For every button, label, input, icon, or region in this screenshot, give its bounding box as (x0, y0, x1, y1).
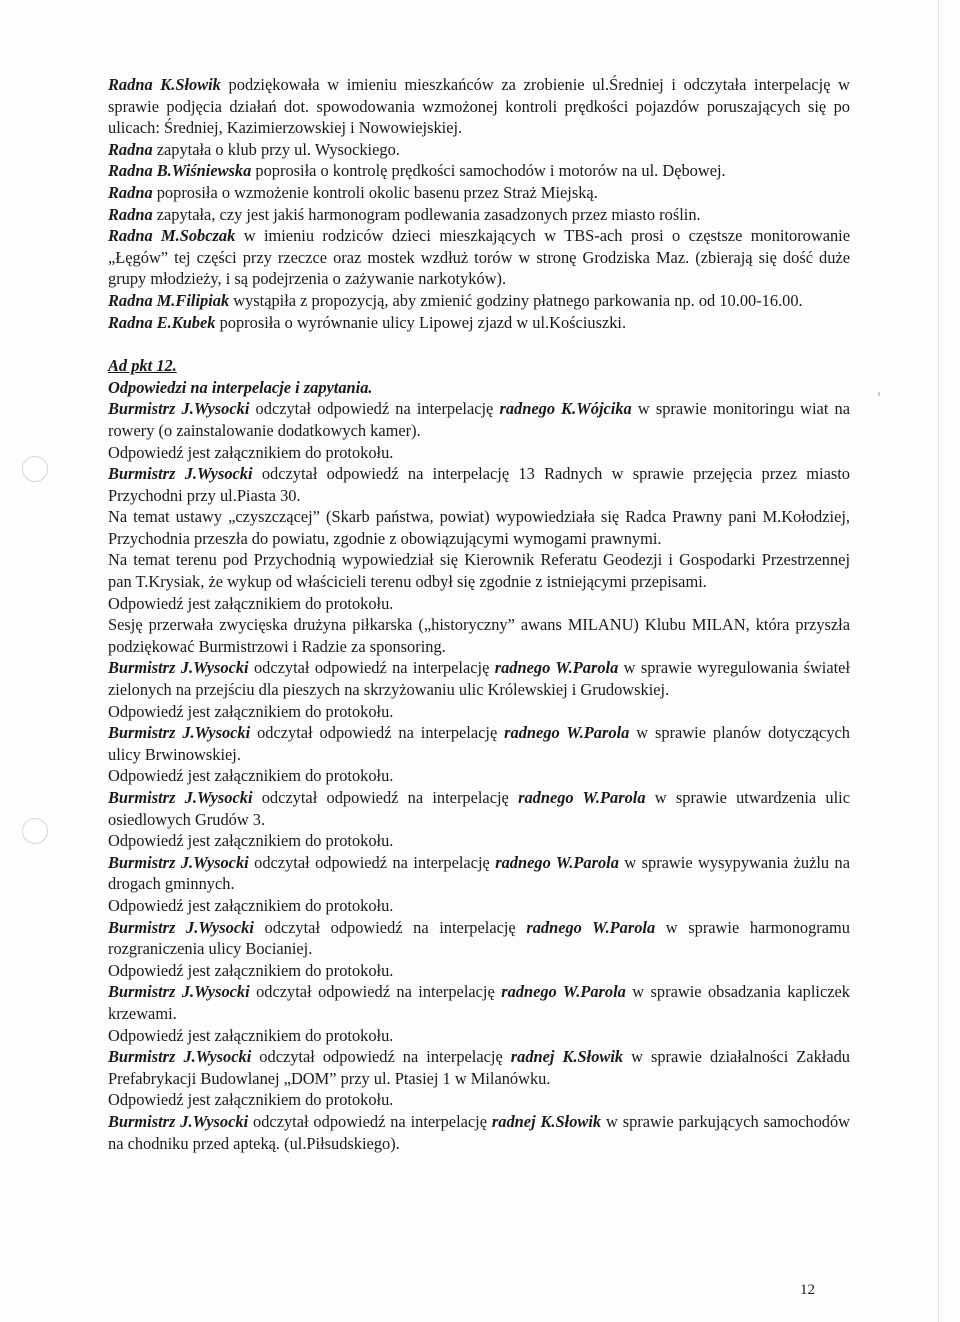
speaker-name: Radna K.Słowik (108, 75, 221, 94)
scan-edge-line (938, 0, 939, 1322)
paragraph-text: w imieniu rodziców dzieci mieszkających w TBS-ach prosi o częstsze monitorowanie „Łęgów” tej części przy rzeczce oraz mostek wzdłuż torów w stronę Grodziska Maz. (zbierają się dość duże grupy młodzieży, i są podejrzenia o zażywanie narkotyków). (108, 226, 850, 289)
speaker-name: Burmistrz J.Wysocki (108, 658, 249, 678)
paragraph-text: podziękowała w imieniu mieszkańców za zrobienie ul.Średniej i odczytała interpelację w sprawie podjęcia działań dot. spowodowania wzmożonej kontroli prędkości pojazdów poruszających się po ulicach: Średniej, Kazimierzowskiej i Nowowiejskiej. (108, 75, 850, 138)
speaker-name: Burmistrz J.Wysocki (108, 1047, 252, 1067)
section-subtitle: Odpowiedzi na interpelacje i zapytania. (108, 377, 373, 397)
answer-verb: odczytał odpowiedź na interpelację (249, 399, 500, 419)
speaker-name: Burmistrz J.Wysocki (108, 982, 250, 1002)
punch-hole-top (22, 456, 48, 482)
attachment-note: Odpowiedź jest załącznikiem do protokołu. (108, 1025, 394, 1045)
speaker-name: Burmistrz J.Wysocki (108, 788, 253, 807)
speaker-name: Radna E.Kubek (108, 312, 216, 332)
councillor-name: radnego K.Wójcika (499, 399, 632, 419)
speaker-name: Burmistrz J.Wysocki (108, 917, 254, 937)
paragraph (108, 139, 850, 161)
answer-paragraph (108, 917, 850, 960)
speaker-name: Burmistrz J.Wysocki (108, 399, 250, 419)
councillor-name: radnego W.Parola (494, 658, 619, 678)
answer-text: w sprawie obsadzania kapliczek krzewami. (108, 982, 850, 1023)
answer-text: w sprawie wysypywania żużlu na drogach gminnych. (108, 852, 851, 894)
answer-text: w sprawie działalności Zakładu Prefabrykacji Budowlanej „DOM” przy ul. Ptasiej 1 w Milanówku. (108, 1047, 850, 1088)
section-gap (108, 333, 850, 355)
paragraph-text: zapytała o klub przy ul. Wysockiego. (152, 139, 400, 159)
answer-text: w sprawie parkujących samochodów na chodniku przed apteką. (ul.Piłsudskiego). (108, 1111, 851, 1153)
paragraph-text: wystąpiła z propozycją, aby zmienić godziny płatnego parkowania np. od 10.00-16.00. (229, 290, 803, 310)
speaker-name: Radna (108, 182, 153, 202)
speaker-name: Burmistrz J.Wysocki (108, 723, 251, 743)
paragraph (108, 312, 850, 334)
answer-text: w sprawie planów dotyczących ulicy Brwinowskiej. (108, 723, 850, 764)
paragraph-text: poprosiła o wzmożenie kontroli okolic basenu przez Straż Miejską. (152, 182, 598, 202)
paragraph: Na temat ustawy „czyszczącej” (Skarb państwa, powiat) wypowiedziała się Radca Prawny pani M.Kołodziej, Przychodnia przeszła do powiatu, zgodnie z obowiązującymi wymogami prawnymi. (108, 507, 850, 548)
councillor-name: radnego W.Parola (495, 852, 619, 872)
councillor-name: radnej K.Słowik (491, 1111, 602, 1131)
answer-verb: odczytał odpowiedź na interpelację (249, 982, 502, 1002)
attachment-note: Odpowiedź jest załącznikiem do protokołu. (108, 1090, 394, 1110)
paragraph (108, 290, 850, 312)
paragraph (108, 225, 850, 290)
councillor-name: radnej K.Słowik (510, 1047, 624, 1067)
councillor-name: radnego W.Parola (518, 788, 646, 807)
page-number: 12 (800, 1282, 815, 1298)
attachment-note: Odpowiedź jest załącznikiem do protokołu. (108, 895, 394, 915)
answer-text: w sprawie wyregulowania świateł zielonych na przejściu dla pieszych na skrzyżowaniu ulic Królewskiej i Grudowskiej. (108, 658, 850, 700)
answer-paragraph (108, 657, 850, 700)
scan-speck (878, 392, 880, 396)
answer-paragraph (108, 981, 850, 1024)
answer-text: w sprawie harmonogramu rozgraniczenia ulicy Bocianiej. (108, 917, 850, 959)
attachment-note: Odpowiedź jest załącznikiem do protokołu. (108, 701, 394, 721)
paragraph (108, 160, 850, 182)
attachment-note: Odpowiedź jest załącznikiem do protokołu. (108, 442, 394, 462)
attachment-note: Odpowiedź jest załącznikiem do protokołu. (108, 960, 394, 980)
answer-verb: odczytał odpowiedź na interpelację (252, 788, 519, 807)
attachment-note: Odpowiedź jest załącznikiem do protokołu. (108, 766, 394, 786)
answer-verb: odczytał odpowiedź na interpelację (251, 1047, 511, 1067)
councillor-name: radnego W.Parola (501, 982, 626, 1002)
answer-verb: odczytał odpowiedź na interpelację (250, 723, 505, 743)
speaker-name: Radna (108, 204, 153, 224)
answer-verb: odczytał odpowiedź na interpelację (248, 852, 496, 872)
answer-paragraph (108, 722, 850, 765)
answer-verb: odczytał odpowiedź na interpelację (248, 658, 495, 678)
answer-paragraph (108, 398, 850, 441)
answer-paragraph (108, 1046, 850, 1089)
paragraph: Na temat terenu pod Przychodnią wypowiedział się Kierownik Referatu Geodezji i Gospodarki Przestrzennej pan T.Krysiak, że wykup od właścicieli terenu odbył się zgodnie z istniejącymi przepisami. (108, 550, 850, 592)
speaker-name: Burmistrz J.Wysocki (108, 464, 253, 484)
speaker-name: Radna M.Sobczak (108, 226, 236, 246)
punch-hole-bottom (22, 818, 48, 844)
paragraph: Sesję przerwała zwycięska drużyna piłkarska („historyczny” awans MILANU) Klubu MILAN, która przyszła podziękować Burmistrzowi i Radzie za sponsoring. (108, 615, 850, 656)
attachment-note: Odpowiedź jest załącznikiem do protokołu. (108, 831, 394, 851)
speaker-name: Radna M.Filipiak (108, 290, 230, 310)
answer-paragraph (108, 787, 850, 830)
answer-verb: odczytał odpowiedź na interpelację (248, 1111, 492, 1131)
answer-paragraph (108, 463, 850, 506)
answer-paragraph (108, 852, 850, 895)
speaker-name: Radna B.Wiśniewska (108, 161, 252, 181)
paragraph-text: poprosiła o kontrolę prędkości samochodów i motorów na ul. Dębowej. (251, 161, 726, 181)
paragraph (108, 74, 850, 139)
speaker-name: Burmistrz J.Wysocki (108, 852, 249, 872)
speaker-name: Radna (108, 139, 153, 159)
answer-paragraph (108, 1111, 850, 1154)
section-title: Ad pkt 12. (108, 356, 177, 376)
paragraph (108, 182, 850, 204)
answer-verb: odczytał odpowiedź na interpelację (253, 917, 527, 937)
paragraph-text: poprosiła o wyrównanie ulicy Lipowej zjazd w ul.Kościuszki. (215, 312, 627, 332)
answer-text: w sprawie monitoringu wiat na rowery (o zainstalowanie dodatkowych kamer). (108, 399, 850, 440)
answer-text: w sprawie utwardzenia ulic osiedlowych Grudów 3. (108, 788, 850, 829)
speaker-name: Burmistrz J.Wysocki (108, 1111, 249, 1131)
attachment-note: Odpowiedź jest załącznikiem do protokołu. (108, 593, 394, 613)
paragraph (108, 204, 850, 226)
answer-text: odczytał odpowiedź na interpelację 13 Radnych w sprawie przejęcia przez miasto Przychodni przy ul.Piasta 30. (108, 464, 850, 505)
paragraph-text: zapytała, czy jest jakiś harmonogram podlewania zasadzonych przez miasto roślin. (152, 204, 701, 224)
councillor-name: radnego W.Parola (504, 723, 630, 743)
councillor-name: radnego W.Parola (526, 917, 656, 937)
document-body (108, 74, 850, 1154)
